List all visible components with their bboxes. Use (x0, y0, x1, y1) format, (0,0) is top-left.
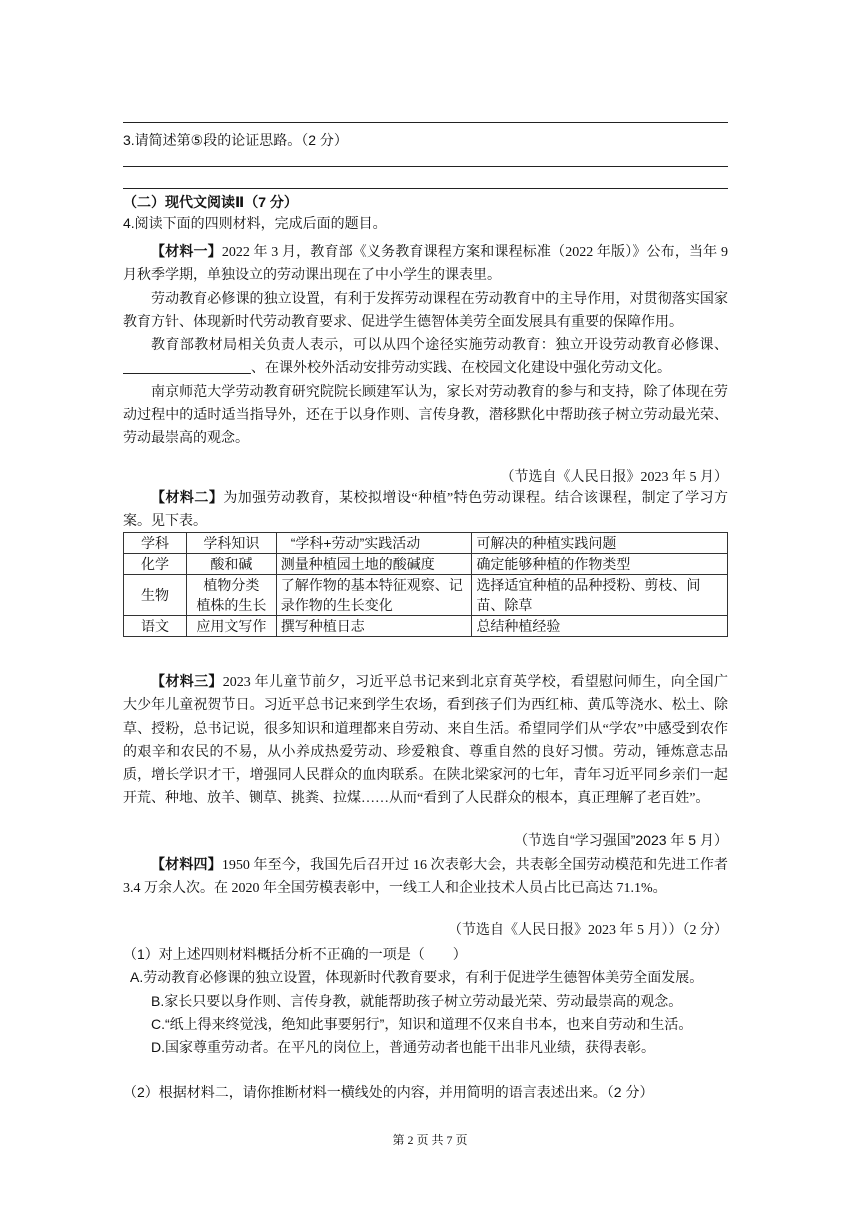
plan-table (123, 532, 728, 637)
material-1-p1: 【材料一】2022 年 3 月，教育部《义务教育课程方案和课程标准（2022 年版）》公布，当年 9 月秋季学期，单独设立的劳动课出现在了中小学生的课表里。 (123, 243, 728, 284)
material-1-p2: 劳动教育必修课的独立设置，有利于发挥劳动课程在劳动教育中的主导作用，对贯彻落实国家教育方针、体现新时代劳动教育要求、促进学生德智体美劳全面发展具有重要的保障作用。 (123, 291, 728, 330)
table-header: 学科 (124, 533, 187, 554)
material-3: 【材料三】2023 年儿童节前夕，习近平总书记来到北京育英学校，看望慰问师生，向全国广大少年儿童祝贺节日。习近平总书记来到学生农场，看到孩子们为西红柿、黄瓜等浇水、松土、除草、授粉，总书记说，很多知识和道理都来自劳动、来自生活。希望同学们从“学农”中感受到农作的艰辛和农民的不易，从小养成热爱劳动、珍爱粮食、尊重自然的良好习惯。劳动，锤炼意志品质，增长学识才干，增强同人民群众的血肉联系。在陕北梁家河的七年，青年习近平同乡亲们一起开荒、种地、放羊、铡草、挑粪、拉煤……从而“看到了人民群众的根本，真正理解了老百姓”。 (123, 673, 729, 807)
material-2: 【材料二】为加强劳动教育，某校拟增设“种植”特色劳动课程。结合该课程，制定了学习方案。见下表。 (123, 489, 728, 530)
option-a: A.劳动教育必修课的独立设置，体现新时代教育要求，有利于促进学生德智体美劳全面发展。 (130, 969, 704, 986)
table-row (124, 575, 728, 616)
table-cell: 生物 (124, 575, 187, 616)
option-d: D.国家尊重劳动者。在平凡的岗位上，普通劳动者也能干出非凡业绩，获得表彰。 (151, 1039, 655, 1056)
table-cell: 化学 (124, 554, 187, 575)
material-1-p4: 南京师范大学劳动教育研究院院长顾建军认为，家长对劳动教育的参与和支持，除了体现在劳动过程中的适时适当指导外，还在于以身作则、言传身教，潜移默化中帮助孩子树立劳动最光荣、劳动最崇高的观念。 (123, 384, 728, 447)
table-cell: 总结种植经验 (472, 616, 728, 637)
answer-line (123, 188, 728, 189)
material-1 (123, 240, 728, 451)
table-cell: 撰写种植日志 (276, 616, 472, 637)
sub-question-1-stem: （1）对上述四则材料概括分析不正确的一项是（ ） (123, 946, 467, 962)
table-cell: 酸和碱 (186, 554, 276, 575)
material-1-source: （节选自《人民日报》2023 年 5 月） (500, 470, 728, 485)
material-1-p3: 教育部教材局相关负责人表示，可以从四个途径实施劳动教育：独立开设劳动教育必修课、、在课外校外活动安排劳动实践、在校园文化建设中强化劳动文化。 (123, 334, 728, 381)
material-4: 【材料四】1950 年至今，我国先后召开过 16 次表彰大会，共表彰全国劳动模范和先进工作者 3.4 万余人次。在 2020 年全国劳模表彰中，一线工人和企业技术人员占比已高达 71.1%。 (123, 856, 729, 897)
answer-line (123, 166, 728, 167)
option-b: B.家长只要以身作则、言传身教，就能帮助孩子树立劳动最光荣、劳动最崇高的观念。 (151, 992, 683, 1009)
page-number: 第 2 页 共 7 页 (392, 1133, 468, 1147)
material-3-source: （节选自“学习强国”2023 年 5 月） (514, 832, 728, 848)
material-4-tag: 【材料四】 (151, 856, 222, 872)
table-header: 学科知识 (186, 533, 276, 554)
table-cell: 植物分类 植株的生长 (186, 575, 276, 616)
option-c: C.“纸上得来终觉浅，绝知此事要躬行”，知识和道理不仅来自书本，也来自劳动和生活。 (151, 1015, 693, 1032)
sub-question-2: （2）根据材料二，请你推断材料一横线处的内容，并用简明的语言表述出来。（2 分） (123, 1084, 654, 1100)
table-cell: 应用文写作 (186, 616, 276, 637)
table-row (124, 616, 728, 637)
answer-line (123, 122, 728, 123)
table-header-row (124, 533, 728, 554)
fill-blank (123, 358, 251, 374)
table-cell: 测量种植园土地的酸碱度 (276, 554, 472, 575)
table-cell: 了解作物的基本特征观察、记录作物的生长变化 (276, 575, 472, 616)
question-4-intro: 4.阅读下面的四则材料，完成后面的题目。 (123, 215, 387, 231)
material-4-source: （节选自《人民日报》2023 年 5 月））（2 分） (448, 923, 728, 938)
table-row (124, 554, 728, 575)
material-3-tag: 【材料三】 (151, 673, 223, 689)
table-cell: 选择适宜种植的品种授粉、剪枝、间苗、除草 (472, 575, 728, 616)
table-cell: 语文 (124, 616, 187, 637)
section-title: （二）现代文阅读Ⅱ（7 分） (123, 194, 298, 210)
material-2-tag: 【材料二】 (151, 489, 224, 505)
sub-question-1 (123, 943, 728, 1059)
question-3: 3.请简述第⑤段的论证思路。（2 分） (123, 132, 348, 148)
material-1-tag: 【材料一】 (151, 243, 222, 259)
table-header: “学科+劳动”实践活动 (276, 533, 472, 554)
table-header: 可解决的种植实践问题 (472, 533, 728, 554)
table-cell: 确定能够种植的作物类型 (472, 554, 728, 575)
